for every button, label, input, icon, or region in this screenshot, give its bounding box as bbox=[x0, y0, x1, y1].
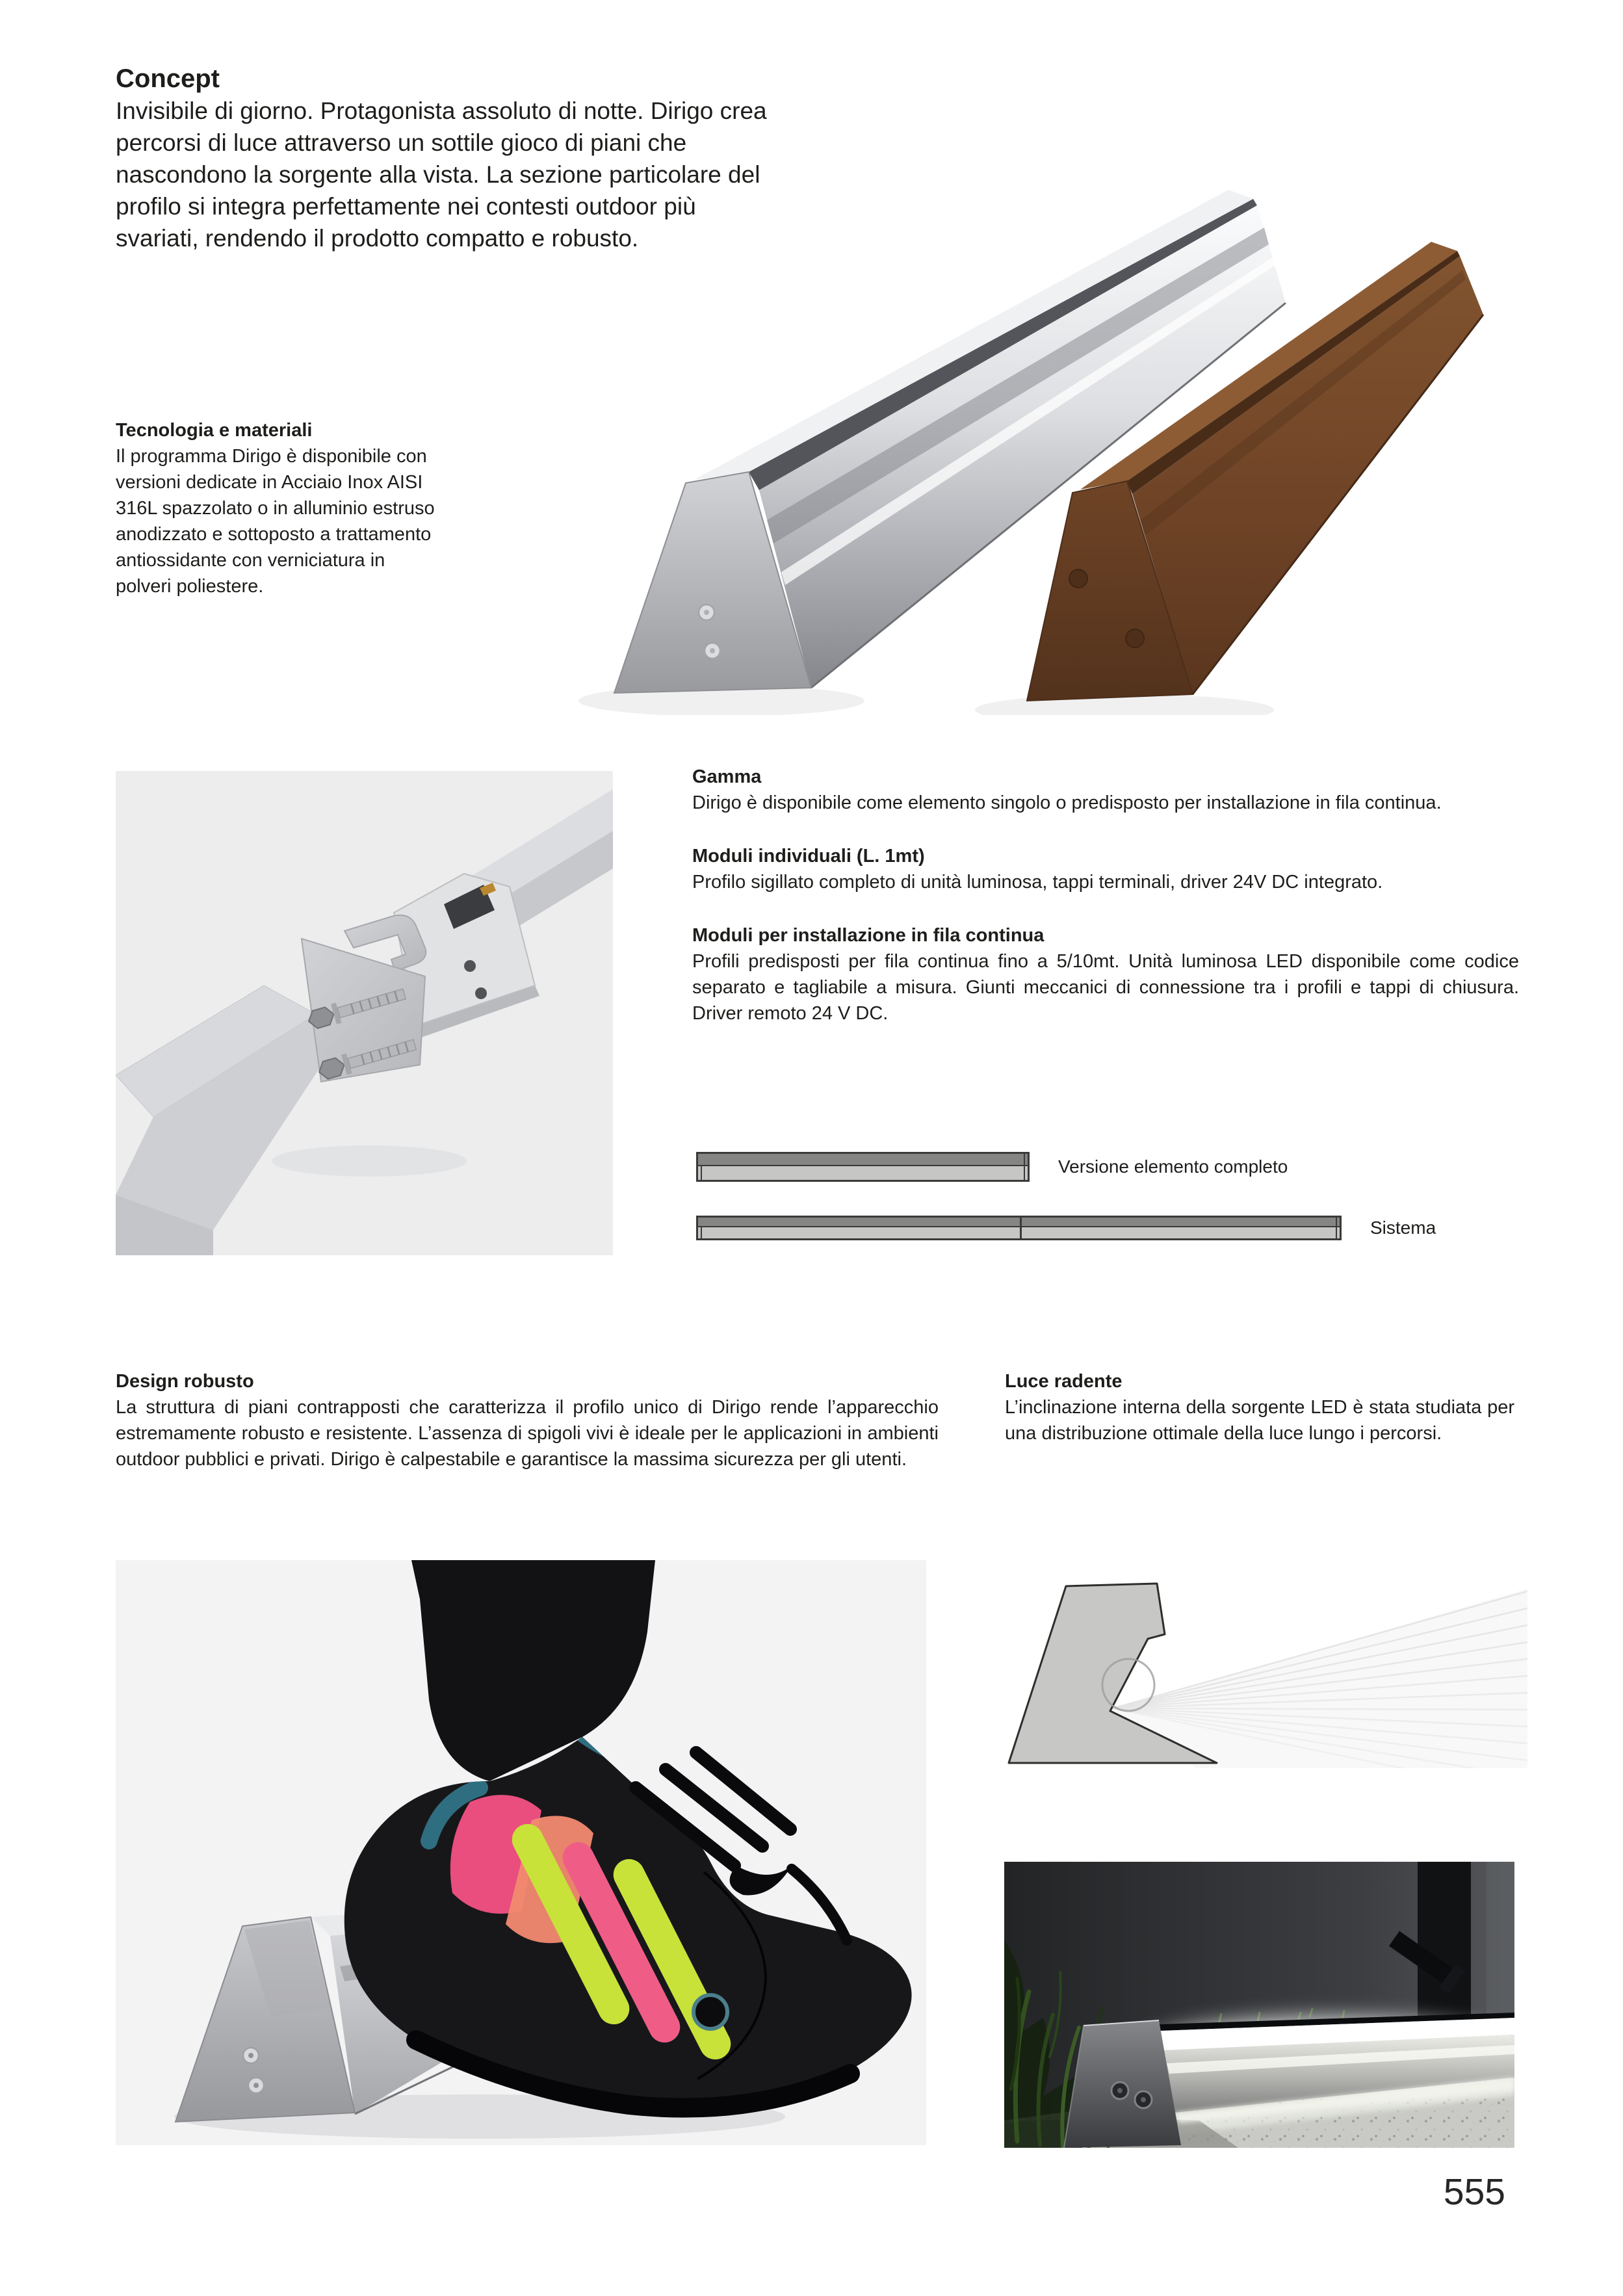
system-module-bar bbox=[696, 1216, 1342, 1240]
luce-radente-heading: Luce radente bbox=[1005, 1371, 1123, 1392]
gamma-heading: Gamma bbox=[692, 766, 762, 787]
section-luce-radente bbox=[1005, 1368, 1514, 1446]
module-joint-divider bbox=[1020, 1218, 1022, 1238]
concept-heading: Concept bbox=[116, 64, 220, 93]
walkover-photo bbox=[116, 1560, 926, 2145]
right-profile-end bbox=[394, 789, 613, 1037]
tecnologia-heading: Tecnologia e materiali bbox=[116, 420, 313, 441]
bar-top-strip bbox=[698, 1154, 1028, 1166]
luce-radente-body: L’inclinazione interna della sorgente LED è stata studiata per una distribuzione ottimale della luce lungo i percorsi. bbox=[1005, 1397, 1514, 1444]
moduli-fila-body: Profili predisposti per fila continua fino a 5/10mt. Unità luminosa LED disponibile come codice separato e tagliabile a misura. Giunti meccanici di connessione tra i profili e tappi di chiusura. Driver remoto 24 V DC. bbox=[692, 951, 1519, 1024]
moduli-individuali-heading: Moduli individuali (L. 1mt) bbox=[692, 846, 925, 867]
bar-top-strip bbox=[698, 1218, 1340, 1227]
concept-body: Invisibile di giorno. Protagonista assoluto di notte. Dirigo crea percorsi di luce attraverso un sottile gioco di piani che nascondono la sorgente alla vista. La sezione particolare del profilo si integra perfettamente nei contesti outdoor più svariati, rendendo il prodotto compatto e robusto. bbox=[116, 98, 767, 252]
left-profile-end bbox=[116, 985, 335, 1255]
leg-sock bbox=[411, 1560, 655, 1781]
eyelet bbox=[694, 1995, 727, 2029]
lit-profile-night-graphic bbox=[1004, 1862, 1514, 2148]
tecnologia-body: Il programma Dirigo è disponibile con versioni dedicate in Acciaio Inox AISI 316L spazzolato o in alluminio estruso anodizzato e sottoposto a trattamento antiossidante con verniciatura in polveri poliestere. bbox=[116, 446, 435, 597]
night-installation-photo bbox=[1004, 1862, 1514, 2148]
complete-module-label: Versione elemento completo bbox=[1058, 1156, 1288, 1177]
module-diagram-system bbox=[696, 1216, 1436, 1240]
shoe-on-profile-graphic bbox=[116, 1560, 926, 2145]
section-gamma bbox=[692, 764, 1519, 1026]
system-module-label: Sistema bbox=[1370, 1218, 1436, 1238]
light-beam-wedge bbox=[1113, 1589, 1527, 1768]
light-section-diagram bbox=[1001, 1573, 1527, 1768]
lace-knot bbox=[730, 1866, 792, 1895]
section-design-robusto bbox=[116, 1368, 939, 1472]
joint-exploded-photo bbox=[116, 771, 613, 1255]
profile-section-light-rays-graphic bbox=[1001, 1573, 1527, 1768]
complete-module-bar bbox=[696, 1152, 1030, 1182]
gamma-body: Dirigo è disponibile come elemento singolo o predisposto per installazione in fila continua. bbox=[692, 792, 1442, 813]
joint-exploded-graphic bbox=[116, 771, 613, 1255]
moduli-fila-heading: Moduli per installazione in fila continua bbox=[692, 925, 1045, 946]
page-number: 555 bbox=[1443, 2171, 1505, 2213]
design-robusto-body: La struttura di piani contrapposti che caratterizza il profilo unico di Dirigo rende l’apparecchio estremamente robusto e resistente. L’assenza di spigoli vivi è ideale per le applicazioni in ambienti outdoor pubblici e privati. Dirigo è calpestabile e garantisce la massima sicurezza per gli utenti. bbox=[116, 1397, 939, 1470]
hero-product-photo bbox=[552, 130, 1592, 715]
sneaker-graphic bbox=[344, 1560, 912, 2110]
design-robusto-heading: Design robusto bbox=[116, 1371, 254, 1392]
section-tecnologia bbox=[116, 417, 444, 599]
dark-doorway bbox=[1418, 1862, 1471, 2031]
moduli-individuali-body: Profilo sigillato completo di unità luminosa, tappi terminali, driver 24V DC integrato. bbox=[692, 872, 1383, 893]
steel-and-corten-profiles-graphic bbox=[552, 130, 1592, 715]
module-diagram-complete bbox=[696, 1152, 1288, 1182]
